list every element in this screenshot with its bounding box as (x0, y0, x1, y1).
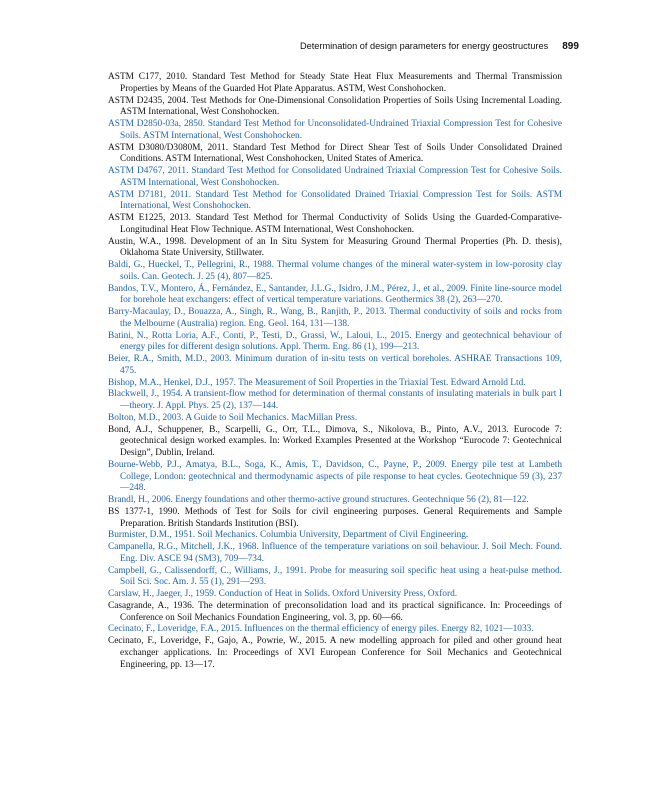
running-head-title: Determination of design parameters for energy geostructures (300, 41, 549, 51)
reference-entry[interactable]: ASTM D2850-03a, 2850. Standard Test Method for Unconsolidated-Undrained Triaxial Compression Test for Cohesive Soils. ASTM International, West Conshohocken. (108, 119, 562, 141)
reference-list (108, 72, 562, 671)
reference-entry[interactable]: Bolton, M.D., 2003. A Guide to Soil Mechanics. MacMillan Press. (108, 412, 358, 423)
reference-entry[interactable]: ASTM D4767, 2011. Standard Test Method for Consolidated Undrained Triaxial Compression Test for Cohesive Soils. ASTM International, West Conshohocken. (108, 166, 562, 188)
reference-entry[interactable]: Baldi, G., Hueckel, T., Pellegrini, R., 1988. Thermal volume changes of the mineral water-system in low-porosity clay soils. Can. Geotech. J. 25 (4), 807—825. (108, 260, 562, 282)
reference-entry: Bond, A.J., Schuppener, B., Scarpelli, G., Orr, T.L., Dimova, S., Nikolova, B., Pinto, A.V., 2013. Eurocode 7: geotechnical design worked examples. In: Worked Examples Presented at the Workshop “Eurocode 7: Geotechnical Design”, Dublin, Ireland. (108, 424, 562, 458)
reference-entry[interactable]: Carslaw, H., Jaeger, J., 1959. Conduction of Heat in Solids. Oxford University Press, Oxford. (108, 589, 458, 599)
reference-entry[interactable]: Barry-Macaulay, D., Bouazza, A., Singh, R., Wang, B., Ranjith, P., 2013. Thermal conductivity of soils and rocks from the Melbourne (Australia) region. Eng. Geol. 164, 131—138. (108, 307, 562, 329)
reference-entry[interactable]: Cecinato, F., Loveridge, F.A., 2015. Influences on the thermal efficiency of energy piles. Energy 82, 1021—1033. (108, 624, 534, 635)
page-number: 899 (562, 41, 579, 52)
reference-entry[interactable]: Batini, N., Rotta Loria, A.F., Conti, P., Testi, D., Grassi, W., Laloui, L., 2015. Energy and geotechnical behaviour of energy piles for different design solutions. Appl. Therm. Eng. 86 (1), 199—213. (108, 330, 562, 353)
reference-entry[interactable]: Campanella, R.G., Mitchell, J.K., 1968. Influence of the temperature variations on soil behaviour. J. Soil Mech. Found. Eng. Div. ASCE 94 (SM3), 709—734. (108, 542, 562, 564)
reference-entry[interactable]: Brandl, H., 2006. Energy foundations and other thermo-active ground structures. Geotechnique 56 (2), 81—122. (108, 495, 529, 505)
reference-entry[interactable]: Burmister, D.M., 1951. Soil Mechanics. Columbia University, Department of Civil Engineering. (108, 530, 469, 541)
reference-entry[interactable]: Bishop, M.A., Henkel, D.J., 1957. The Measurement of Soil Properties in the Triaxial Test. Edward Arnold Ltd. (108, 377, 526, 388)
reference-entry[interactable]: Beier, R.A., Smith, M.D., 2003. Minimum duration of in-situ tests on vertical boreholes. ASHRAE Transactions 109, 475. (108, 354, 562, 376)
reference-entry: BS 1377-1, 1990. Methods of Test for Soils for civil engineering purposes. General Requirements and Sample Preparation. British Standards Institution (BSI). (108, 506, 562, 529)
reference-entry: ASTM E1225, 2013. Standard Test Method for Thermal Conductivity of Solids Using the Guarded-Comparative-Longitudinal Heat Flow Technique. ASTM International, West Conshohocken. (108, 213, 562, 235)
reference-entry: ASTM D3080/D3080M, 2011. Standard Test Method for Direct Shear Test of Soils Under Consolidated Drained Conditions. ASTM International, West Conshohocken, United States of America. (108, 142, 562, 165)
reference-entry: Casagrande, A., 1936. The determination of preconsolidation load and its practical significance. In: Proceedings of Conference on Soil Mechanics Foundation Engineering, vol. 3, pp. 60—66. (108, 600, 562, 623)
running-head (300, 41, 579, 52)
reference-entry[interactable]: Bandos, T.V., Montero, Á., Fernández, E., Santander, J.L.G., Isidro, J.M., Pérez, J., et al., 2009. Finite line-source model for borehole heat exchangers: effect of vertical temperature variations. Geothermics 38 (2), 263—270. (108, 283, 562, 306)
reference-entry: ASTM D2435, 2004. Test Methods for One-Dimensional Consolidation Properties of Soils Using Incremental Loading. ASTM International, West Conshohocken. (108, 95, 562, 118)
reference-entry[interactable]: Campbell, G., Calissendorff, C., Williams, J., 1991. Probe for measuring soil specific heat using a heat-pulse method. Soil Sci. Soc. Am. J. 55 (1), 291—293. (108, 565, 562, 588)
reference-entry[interactable]: Bourne-Webb, P.J., Amatya, B.L., Soga, K., Amis, T., Davidson, C., Payne, P., 2009. Energy pile test at Lambeth College, London: geotechnical and thermodynamic aspects of pile response to heat cycles. Geotechnique 59 (3), 237—248. (108, 459, 562, 494)
reference-entry: Austin, W.A., 1998. Development of an In Situ System for Measuring Ground Thermal Properties (Ph. D. thesis), Oklahoma State University, Stillwater. (108, 236, 562, 259)
reference-entry: Cecinato, F., Loveridge, F., Gajo, A., Powrie, W., 2015. A new modelling approach for piled and other ground heat exchanger applications. In: Proceedings of XVI European Conference for Soil Mechanics and Geotechnical Engineering, pp. 13—17. (108, 636, 562, 670)
reference-entry[interactable]: Blackwell, J., 1954. A transient-flow method for determination of thermal constants of insulating materials in bulk part I—theory. J. Appl. Phys. 25 (2), 137—144. (108, 389, 562, 411)
reference-entry[interactable]: ASTM D7181, 2011. Standard Test Method for Consolidated Drained Triaxial Compression Test for Soils. ASTM International, West Conshohocken. (108, 189, 562, 212)
reference-entry: ASTM C177, 2010. Standard Test Method for Steady State Heat Flux Measurements and Thermal Transmission Properties by Means of the Guarded Hot Plate Apparatus. ASTM, West Conshohocken. (108, 72, 562, 94)
